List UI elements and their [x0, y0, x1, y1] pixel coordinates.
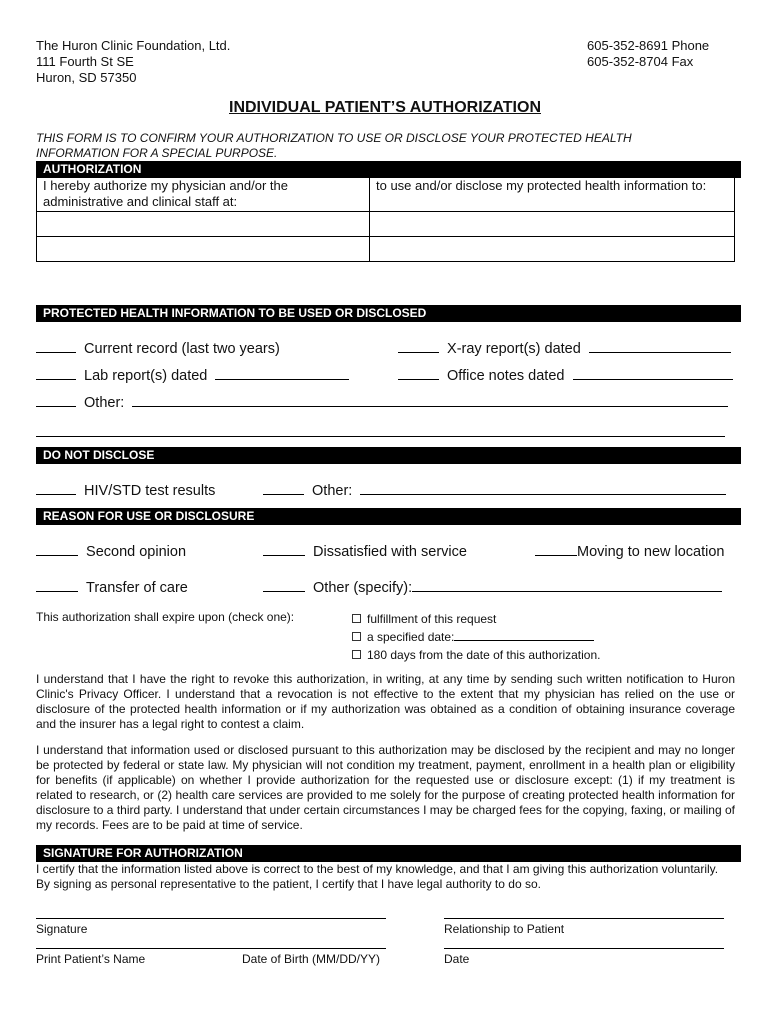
- disclose-to-field-1[interactable]: [370, 212, 735, 237]
- lab-check-blank[interactable]: [36, 368, 76, 380]
- address-line-2: Huron, SD 57350: [36, 70, 137, 85]
- certify-line-2: By signing as personal representative to the patient, I certify that I have legal authority to do so.: [36, 877, 541, 891]
- transfer-row: [36, 579, 188, 597]
- moving-label: Moving to new location: [577, 544, 725, 560]
- specified-date-field[interactable]: [454, 630, 594, 641]
- certify-line-1: I certify that the information listed above is correct to the best of my knowledge, and that I am giving this authorization voluntarily.: [36, 862, 719, 876]
- reason-other-label: Other (specify):: [313, 580, 413, 596]
- phi-other-continuation-line[interactable]: [36, 436, 725, 437]
- current-record-row: [36, 340, 280, 358]
- signature-label: Signature: [36, 922, 88, 936]
- disclosure-paragraph: I understand that information used or disclosed pursuant to this authorization may be disclosed by the recipient and may no longer be protected by federal or state law. My physician will not condition my treatment, payment, enrollment in a health plan or eligibility for benefits (if applicable) on whether I provide authorization for the requested use or disclosure except: (1) if my treatment is related to research, or (2) health care services are provided to me solely for the purpose of creating protected health information for disclosure to a third party. I understand that under certain circumstances I may be charged fees for the copying, faxing, or mailing of my records. Fees are to be paid at time of service.: [36, 743, 735, 832]
- second-opinion-row: [36, 543, 186, 561]
- reason-header: REASON FOR USE OR DISCLOSURE: [36, 508, 741, 525]
- authorize-staff-field-2[interactable]: [37, 237, 370, 262]
- xray-check-blank[interactable]: [398, 341, 439, 353]
- moving-blank[interactable]: [535, 544, 577, 556]
- phone-number: 605-352-8691 Phone: [587, 38, 710, 53]
- form-title: INDIVIDUAL PATIENT’S AUTHORIZATION: [229, 99, 541, 116]
- expire-option-fulfillment[interactable]: [352, 610, 600, 628]
- transfer-label: Transfer of care: [86, 580, 188, 596]
- expire-option-date[interactable]: [352, 628, 600, 646]
- print-name-label: Print Patient’s Name: [36, 952, 146, 966]
- hiv-row: [36, 482, 215, 500]
- lab-row: [36, 367, 349, 385]
- current-record-label: Current record (last two years): [84, 341, 280, 357]
- signature-line[interactable]: [36, 918, 386, 919]
- dissatisfied-blank[interactable]: [263, 544, 305, 556]
- clinic-address-block: [36, 38, 230, 86]
- authorize-staff-field-1[interactable]: [37, 212, 370, 237]
- hiv-check-blank[interactable]: [36, 483, 76, 495]
- moving-row: [535, 543, 725, 561]
- address-line-1: 111 Fourth St SE: [36, 54, 134, 69]
- form-intro: THIS FORM IS TO CONFIRM YOUR AUTHORIZATION TO USE OR DISCLOSE YOUR PROTECTED HEALTH INFORMATION FOR A SPECIAL PURPOSE.: [36, 131, 632, 160]
- office-label: Office notes dated: [447, 368, 565, 384]
- dissatisfied-row: [263, 543, 467, 561]
- authorization-header: AUTHORIZATION: [36, 161, 741, 178]
- xray-label: X-ray report(s) dated: [447, 341, 581, 357]
- authorize-staff-label: I hereby authorize my physician and/or the administrative and clinical staff at:: [37, 178, 370, 212]
- expire-options: [352, 610, 600, 664]
- xray-row: [398, 340, 731, 358]
- office-row: [398, 367, 733, 385]
- office-check-blank[interactable]: [398, 368, 439, 380]
- hiv-label: HIV/STD test results: [84, 483, 216, 499]
- phi-header: PROTECTED HEALTH INFORMATION TO BE USED OR DISCLOSED: [36, 305, 741, 322]
- dnd-other-check-blank[interactable]: [263, 483, 304, 495]
- dnd-other-field[interactable]: [360, 483, 726, 495]
- reason-other-blank[interactable]: [263, 580, 305, 592]
- lab-label: Lab report(s) dated: [84, 368, 208, 384]
- specified-date-label: a specified date:: [367, 630, 455, 644]
- phi-other-label: Other:: [84, 395, 125, 411]
- fulfillment-checkbox[interactable]: [352, 614, 361, 623]
- authorization-table: [36, 177, 735, 262]
- revocation-paragraph: I understand that I have the right to revoke this authorization, in writing, at any time by sending such written notification to Huron Clinic's Privacy Officer. I understand that a revocation is not effective to the extent that my physician has relied on the use or disclosure of the protected health information or if my authorization was obtained as a condition of obtaining insurance coverage and the insurer has a legal right to contest a claim.: [36, 672, 735, 731]
- org-name: The Huron Clinic Foundation, Ltd.: [36, 38, 231, 53]
- dissatisfied-label: Dissatisfied with service: [313, 544, 467, 560]
- phi-other-check-blank[interactable]: [36, 395, 76, 407]
- xray-date-field[interactable]: [589, 341, 731, 353]
- reason-other-field[interactable]: [412, 580, 722, 592]
- dnd-other-label: Other:: [312, 483, 353, 499]
- disclose-to-field-2[interactable]: [370, 237, 735, 262]
- phi-other-field[interactable]: [132, 395, 728, 407]
- days-180-label: 180 days from the date of this authorization.: [367, 648, 601, 662]
- date-label: Date: [444, 952, 470, 966]
- fulfillment-label: fulfillment of this request: [367, 612, 497, 626]
- dob-label: Date of Birth (MM/DD/YY): [242, 952, 381, 966]
- lab-date-field[interactable]: [215, 368, 349, 380]
- second-opinion-label: Second opinion: [86, 544, 187, 560]
- fax-number: 605-352-8704 Fax: [587, 54, 694, 69]
- office-date-field[interactable]: [573, 368, 733, 380]
- phi-other-row: [36, 394, 728, 412]
- second-opinion-blank[interactable]: [36, 544, 78, 556]
- transfer-blank[interactable]: [36, 580, 78, 592]
- signature-header: SIGNATURE FOR AUTHORIZATION: [36, 845, 741, 862]
- expire-option-180-days[interactable]: [352, 646, 600, 664]
- days-180-checkbox[interactable]: [352, 650, 361, 659]
- date-line[interactable]: [444, 948, 724, 949]
- relationship-line[interactable]: [444, 918, 724, 919]
- certification-text: [36, 862, 746, 892]
- name-dob-line[interactable]: [36, 948, 386, 949]
- expire-label: This authorization shall expire upon (check one):: [36, 610, 295, 624]
- contact-block: [587, 38, 709, 70]
- relationship-label: Relationship to Patient: [444, 922, 565, 936]
- dnd-other-row: [263, 482, 726, 500]
- current-record-blank[interactable]: [36, 341, 76, 353]
- reason-other-row: [263, 579, 722, 597]
- do-not-disclose-header: DO NOT DISCLOSE: [36, 447, 741, 464]
- disclose-to-label: to use and/or disclose my protected health information to:: [370, 178, 735, 212]
- specified-date-checkbox[interactable]: [352, 632, 361, 641]
